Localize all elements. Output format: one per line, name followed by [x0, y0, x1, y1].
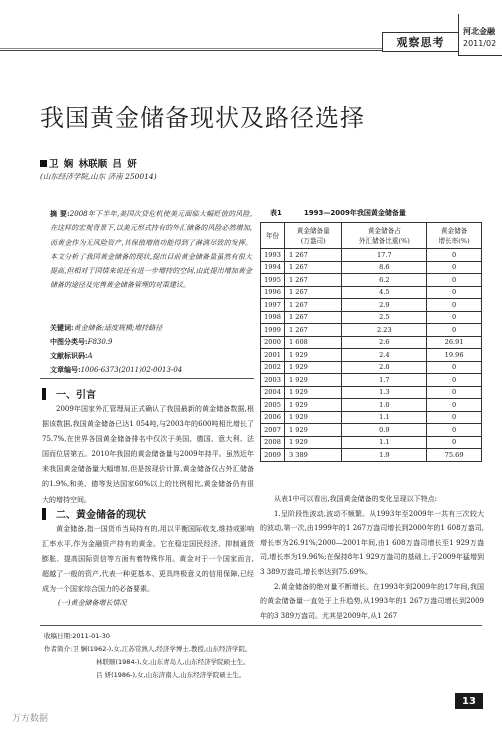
- table-cell: 2001: [261, 349, 285, 362]
- table-cell: 0: [427, 324, 482, 337]
- authors: 卫 娴 林联顺 吕 妍: [49, 159, 137, 170]
- table-number: 表1: [270, 209, 282, 217]
- table-cell: 0: [427, 436, 482, 449]
- table-row: [261, 336, 482, 349]
- table-title: 1993—2009年我国黄金储备量: [303, 209, 406, 217]
- abstract-text: 2008年下半年,美国次贷危机使美元面临大幅贬值的风险,在这样的宏观背景下,以美元形式持有的外汇储备的风险必然增加,而黄金作为无风险资产,其保值增值功能得到了淋漓尽致的发挥。本文分析了我国黄金储备的现状,提出目前黄金储备量虽然有很大提高,但相对于国情来说还有进一步增持的空间,由此提出增加黄金储备的途径及完善黄金储备管理的对策建议。: [50, 210, 253, 290]
- table-cell: 2008: [261, 436, 285, 449]
- table-cell: 0: [427, 299, 482, 312]
- section-tab: 观察思考: [382, 32, 458, 52]
- table-cell: 6.2: [342, 274, 427, 287]
- status-paragraph: [42, 522, 254, 597]
- table-cell: 0: [427, 361, 482, 374]
- table-cell: 1996: [261, 286, 285, 299]
- table-cell: 1999: [261, 324, 285, 337]
- table-cell: 1 267: [285, 311, 342, 324]
- author-bio-2: 林联顺(1984-),女,山东青岛人,山东经济学院硕士生。: [96, 658, 250, 666]
- table-cell: 2.6: [342, 336, 427, 349]
- table-cell: 1.9: [342, 449, 427, 462]
- table-cell: 1 929: [285, 374, 342, 387]
- received-date: 收稿日期:2011-01-30: [44, 632, 110, 640]
- table-cell: 19.96: [427, 349, 482, 362]
- table-cell: 1997: [261, 299, 285, 312]
- table-cell: 1.0: [342, 399, 427, 412]
- table-cell: 1 267: [285, 286, 342, 299]
- table-row: [261, 449, 482, 462]
- article-no-text: 1006-6373(2011)02-0013-04: [80, 366, 183, 374]
- table-header-cell: 黄金储备占 外汇储备比重(%): [342, 223, 427, 249]
- table-cell: 0: [427, 374, 482, 387]
- analysis-text: [260, 492, 484, 623]
- table-row: [261, 261, 482, 274]
- table-cell: 0: [427, 249, 482, 262]
- article-number: [50, 364, 252, 376]
- journal-box: [458, 14, 502, 56]
- table-cell: 2000: [261, 336, 285, 349]
- clc-label: 中图分类号:: [50, 337, 88, 346]
- table-cell: 2.4: [342, 349, 427, 362]
- table-cell: 26.91: [427, 336, 482, 349]
- table-cell: 0.9: [342, 424, 427, 437]
- keywords-label: 关键词:: [50, 323, 74, 332]
- author-bio-1: 作者简介:卫 娴(1962-),女,江苏常熟人,经济学博士,教授,山东经济学院。: [44, 645, 252, 653]
- table-cell: 0: [427, 411, 482, 424]
- table-cell: 75.69: [427, 449, 482, 462]
- table-cell: 1 929: [285, 436, 342, 449]
- table-cell: 1 267: [285, 299, 342, 312]
- affiliation: (山东经济学院,山东 济南 250014): [40, 172, 157, 181]
- table-cell: 1.1: [342, 411, 427, 424]
- table-cell: 2.9: [342, 299, 427, 312]
- table-cell: 1 929: [285, 424, 342, 437]
- clc-text: F830.9: [87, 338, 113, 346]
- table-cell: 1 929: [285, 386, 342, 399]
- table-cell: 1 267: [285, 249, 342, 262]
- table-cell: 2005: [261, 399, 285, 412]
- table-cell: 1 929: [285, 349, 342, 362]
- table-row: [261, 436, 482, 449]
- abstract-label: 摘 要:: [50, 209, 70, 218]
- gold-reserve-table: [260, 222, 482, 462]
- table-cell: 2002: [261, 361, 285, 374]
- analysis-intro: 从表1中可以看出,我国黄金储备的变化呈现以下特点:: [274, 495, 438, 503]
- table-row: [261, 361, 482, 374]
- article-no-label: 文章编号:: [50, 365, 81, 374]
- square-bullet-icon: [40, 160, 47, 167]
- analysis-point-2: 2.黄金储备的绝对量不断增长。在1993年到2009年的17年间,我国的黄金储备量一直处于上升趋势,从1993年的1 267万盎司增长到2009年的3 389万盎司。尤其是2009年,从1 267: [260, 582, 484, 620]
- header-rule-thin: [0, 48, 382, 49]
- table-cell: 0: [427, 286, 482, 299]
- intro-text: 2009年国家外汇管理局正式确认了我国最新的黄金储备数据,根据该数据,我国黄金储备已达1 054吨,与2003年的600吨相比增长了75.7%,在世界各国黄金储备排名中仅次于美国、德国、意大利、法国而位居第五。2010年我国的黄金储备量与2009年持平。虽然近年来我国黄金储备量大幅增加,但是按现价计算,黄金储备仅占外汇储备的1.9%,和美、德等发达国家60%以上的比例相比,黄金储备仍有很大的增持空间。: [42, 405, 254, 504]
- table-cell: 0: [427, 424, 482, 437]
- table-row: [261, 324, 482, 337]
- table-cell: 1 267: [285, 261, 342, 274]
- table-cell: 1994: [261, 261, 285, 274]
- table-cell: 1.7: [342, 374, 427, 387]
- table-cell: 2004: [261, 386, 285, 399]
- intro-paragraph: [42, 402, 254, 508]
- status-text: 黄金储备,指一国货币当局持有的,用以平衡国际收支,维持或影响汇率水平,作为金融资产持有的黄金。它在稳定国民经济、抑制通货膨胀、提高国际资信等方面有着特殊作用。黄金对于一个国家而言,超越了一般的资产,代表一种更基本、更具终极意义的信用保障,已经成为一个国家综合国力的必备要素。: [42, 525, 254, 594]
- table-cell: 8.6: [342, 261, 427, 274]
- abstract: [50, 207, 252, 293]
- table-body: [261, 249, 482, 462]
- table-row: [261, 286, 482, 299]
- table-cell: 0: [427, 386, 482, 399]
- table-header-cell: 年份: [261, 223, 285, 249]
- table-row: [261, 386, 482, 399]
- table-header-row: [261, 223, 482, 249]
- section-2-title: 二、黄金储备的现状: [56, 510, 146, 521]
- section-marker-icon: [42, 508, 46, 520]
- table-cell: 4.5: [342, 286, 427, 299]
- subsection-heading: (一)黄金储备增长情况: [58, 599, 127, 607]
- table-row: [261, 274, 482, 287]
- journal-name: 河北金融: [463, 27, 495, 36]
- article-title: 我国黄金储备现状及路径选择: [40, 104, 365, 132]
- table-cell: 1 929: [285, 399, 342, 412]
- table-cell: 2.0: [342, 361, 427, 374]
- journal-issue: 2011/02: [463, 39, 497, 48]
- footnote: [44, 630, 252, 682]
- section-1-title: 一、引言: [56, 390, 96, 401]
- table-cell: 0: [427, 311, 482, 324]
- table-row: [261, 399, 482, 412]
- authors-line: [40, 156, 137, 170]
- table-header-cell: 黄金储备 增长率(%): [427, 223, 482, 249]
- table-row: [261, 249, 482, 262]
- keywords-text: 黄金储备;适度规模;增持路径: [73, 324, 163, 332]
- footnote-rule: [40, 625, 482, 626]
- watermark: 万方数据: [12, 714, 49, 724]
- table-caption: [270, 208, 406, 218]
- table-cell: 0: [427, 274, 482, 287]
- table-cell: 1993: [261, 249, 285, 262]
- table-cell: 1998: [261, 311, 285, 324]
- section-heading-intro: [42, 386, 96, 401]
- doc-code-text: A: [87, 352, 93, 360]
- table-cell: 1.1: [342, 436, 427, 449]
- page-number: 13: [455, 693, 483, 709]
- table-cell: 2003: [261, 374, 285, 387]
- document-code: [50, 350, 252, 362]
- table-row: [261, 311, 482, 324]
- table-cell: 1 608: [285, 336, 342, 349]
- table-row: [261, 299, 482, 312]
- table-cell: 1.3: [342, 386, 427, 399]
- table-cell: 1995: [261, 274, 285, 287]
- section-marker-icon: [42, 388, 46, 400]
- author-bio-3: 吕 妍(1986-),女,山东济南人,山东经济学院硕士生。: [96, 671, 246, 679]
- keywords: [50, 322, 252, 334]
- doc-code-label: 文献标识码:: [50, 351, 88, 360]
- analysis-point-1: 1.呈阶段性波动,波动不频繁。从1993年至2009年一共有三次较大的波动,第一次,由1999年的1 267万盎司增长到2000年的1 608万盎司,增长率为26.91%;2000—2001年间,由1 608万盎司增长至1 929万盎司,增长率为19.96%;在保持8年1 929万盎司的基础上,于2009年猛增到3 389万盎司,增长率达到75.69%。: [260, 509, 484, 576]
- table-header-cell: 黄金储备量 (万盎司): [285, 223, 342, 249]
- abstract-rule: [40, 378, 254, 379]
- table-cell: 2.5: [342, 311, 427, 324]
- table-row: [261, 374, 482, 387]
- header-rule: [0, 50, 382, 51]
- clc-number: [50, 336, 252, 348]
- table-cell: 1 267: [285, 274, 342, 287]
- table-cell: 1 267: [285, 324, 342, 337]
- table-cell: 0: [427, 399, 482, 412]
- table-row: [261, 349, 482, 362]
- section-heading-status: [42, 506, 146, 521]
- table-cell: 17.7: [342, 249, 427, 262]
- table-cell: 2006: [261, 411, 285, 424]
- table-cell: 3 389: [285, 449, 342, 462]
- table-cell: 2009: [261, 449, 285, 462]
- table-row: [261, 411, 482, 424]
- table-cell: 0: [427, 261, 482, 274]
- table-cell: 2007: [261, 424, 285, 437]
- table-cell: 1 929: [285, 361, 342, 374]
- table-cell: 2.23: [342, 324, 427, 337]
- table-row: [261, 424, 482, 437]
- table-cell: 1 929: [285, 411, 342, 424]
